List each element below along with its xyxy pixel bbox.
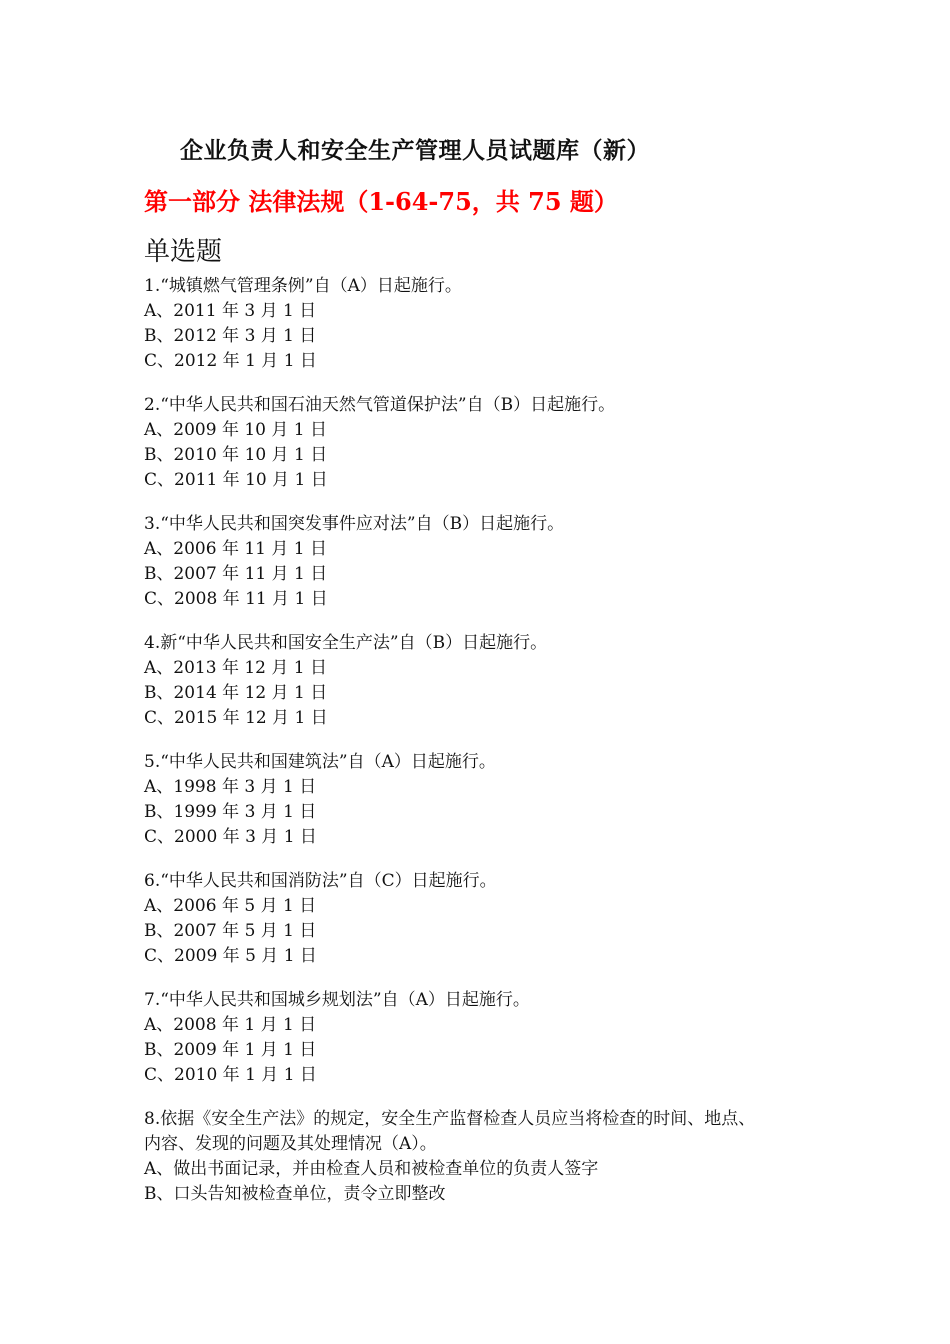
answer-option: B、口头告知被检查单位，责令立即整改 [144,1184,446,1204]
question-item [144,274,824,374]
answer-option: C、2012 年 1 月 1 日 [144,351,317,371]
answer-option: A、1998 年 3 月 1 日 [144,777,317,797]
answer-option: B、1999 年 3 月 1 日 [144,802,317,822]
answer-option: A、2006 年 5 月 1 日 [144,896,317,916]
answer-option: B、2010 年 10 月 1 日 [144,445,328,465]
answer-option: A、2008 年 1 月 1 日 [144,1015,317,1035]
answer-option: B、2007 年 11 月 1 日 [144,564,328,584]
question-stem: 1.“城镇燃气管理条例”自（A）日起施行。 [144,276,462,296]
question-item [144,512,824,612]
question-stem: 6.“中华人民共和国消防法”自（C）日起施行。 [144,871,497,891]
answer-option: B、2014 年 12 月 1 日 [144,683,328,703]
answer-option: A、2006 年 11 月 1 日 [144,539,328,559]
section-title: 单选题 [144,237,223,267]
answer-option: A、做出书面记录，并由检查人员和被检查单位的负责人签字 [144,1159,599,1179]
answer-option: C、2010 年 1 月 1 日 [144,1065,317,1085]
question-list [144,274,824,1226]
question-stem: 2.“中华人民共和国石油天然气管道保护法”自（B）日起施行。 [144,395,616,415]
question-item [144,393,824,493]
answer-option: A、2013 年 12 月 1 日 [144,658,328,678]
question-stem-line: 8.依据《安全生产法》的规定，安全生产监督检查人员应当将检查的时间、地点、 [144,1109,756,1129]
answer-option: A、2009 年 10 月 1 日 [144,420,328,440]
answer-option: B、2007 年 5 月 1 日 [144,921,317,941]
answer-option: B、2012 年 3 月 1 日 [144,326,317,346]
answer-option: A、2011 年 3 月 1 日 [144,301,317,321]
answer-option: C、2009 年 5 月 1 日 [144,946,317,966]
question-stem-line: 内容、发现的问题及其处理情况（A）。 [144,1134,437,1154]
part-title: 第一部分 法律法规（1-64-75，共 75 题） [144,187,618,216]
answer-option: C、2000 年 3 月 1 日 [144,827,317,847]
answer-option: B、2009 年 1 月 1 日 [144,1040,317,1060]
question-stem: 3.“中华人民共和国突发事件应对法”自（B）日起施行。 [144,514,565,534]
question-item [144,988,824,1088]
question-item [144,750,824,850]
answer-option: C、2011 年 10 月 1 日 [144,470,328,490]
answer-option: C、2015 年 12 月 1 日 [144,708,328,728]
document-title: 企业负责人和安全生产管理人员试题库（新） [180,137,650,164]
question-stem: 7.“中华人民共和国城乡规划法”自（A）日起施行。 [144,990,530,1010]
answer-option: C、2008 年 11 月 1 日 [144,589,328,609]
question-item [144,869,824,969]
question-item [144,1107,824,1207]
question-stem: 4.新“中华人民共和国安全生产法”自（B）日起施行。 [144,633,548,653]
question-stem: 5.“中华人民共和国建筑法”自（A）日起施行。 [144,752,496,772]
question-item [144,631,824,731]
